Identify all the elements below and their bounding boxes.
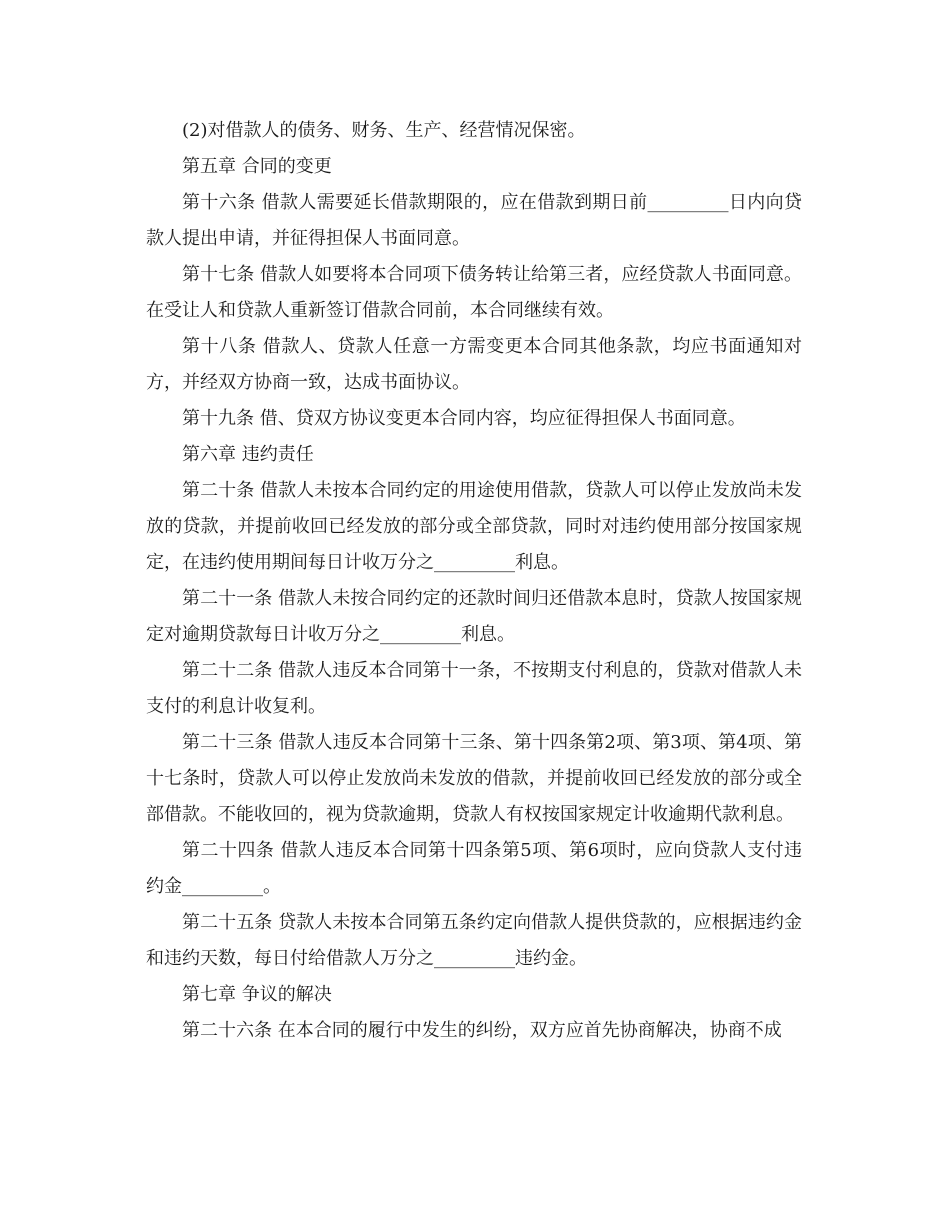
clause-paragraph: (2)对借款人的债务、财务、生产、经营情况保密。 <box>182 120 586 141</box>
clause-paragraph: 第二十一条 借款人未按合同约定的还款时间归还借款本息时，贷款人按国家规定对逾期贷款每日计收万分之_________利息。 <box>146 588 802 645</box>
clause-paragraph: 第二十四条 借款人违反本合同第十四条第5项、第6项时，应向贷款人支付违约金_________。 <box>146 840 802 897</box>
clause-paragraph: 第十八条 借款人、贷款人任意一方需变更本合同其他条款，均应书面通知对方，并经双方协商一致，达成书面协议。 <box>146 336 802 393</box>
clause-paragraph: 第二十三条 借款人违反本合同第十三条、第十四条第2项、第3项、第4项、第十七条时，贷款人可以停止发放尚未发放的借款，并提前收回已经发放的部分或全部借款。不能收回的，视为贷款逾期，贷款人有权按国家规定计收逾期代款利息。 <box>146 732 802 825</box>
clause-paragraph: 第二十二条 借款人违反本合同第十一条，不按期支付利息的，贷款对借款人未支付的利息计收复利。 <box>146 660 802 717</box>
chapter-heading: 第七章 争议的解决 <box>182 984 332 1005</box>
clause-paragraph: 第十九条 借、贷双方协议变更本合同内容，均应征得担保人书面同意。 <box>182 408 746 429</box>
clause-paragraph: 第二十五条 贷款人未按本合同第五条约定向借款人提供贷款的，应根据违约金和违约天数，每日付给借款人万分之_________违约金。 <box>146 912 802 969</box>
clause-paragraph: 第十七条 借款人如要将本合同项下债务转让给第三者，应经贷款人书面同意。在受让人和贷款人重新签订借款合同前，本合同继续有效。 <box>146 264 802 321</box>
clause-paragraph: 第二十六条 在本合同的履行中发生的纠纷，双方应首先协商解决，协商不成 <box>182 1020 782 1041</box>
clause-paragraph: 第十六条 借款人需要延长借款期限的，应在借款到期日前_________日内向贷款人提出申请，并征得担保人书面同意。 <box>146 192 802 249</box>
chapter-heading: 第五章 合同的变更 <box>182 156 332 177</box>
chapter-heading: 第六章 违约责任 <box>182 444 314 465</box>
clause-paragraph: 第二十条 借款人未按本合同约定的用途使用借款，贷款人可以停止发放尚未发放的贷款，并提前收回已经发放的部分或全部贷款，同时对违约使用部分按国家规定，在违约使用期间每日计收万分之_________利息。 <box>146 480 802 573</box>
document-body <box>146 113 802 1049</box>
